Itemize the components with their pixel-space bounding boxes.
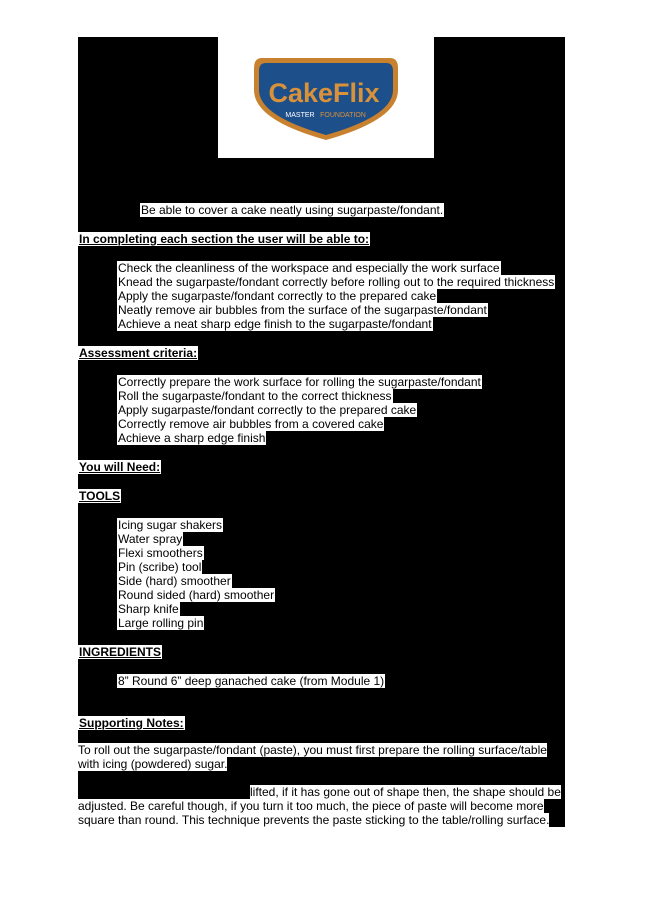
- list-item: [117, 289, 437, 303]
- tool-8: Large rolling pin: [118, 616, 204, 630]
- notes-line-2: [78, 757, 227, 771]
- assessment-heading-line: [78, 346, 198, 360]
- outcome-2: Knead the sugarpaste/fondant correctly before rolling out to the required thickness: [118, 275, 555, 289]
- objective-line: [140, 203, 444, 217]
- list-item: [117, 518, 223, 532]
- list-item: [117, 546, 204, 560]
- notes-line-3: [250, 785, 561, 799]
- cakeflix-logo: [248, 50, 404, 144]
- ingredients-heading: INGREDIENTS: [79, 645, 162, 659]
- outcome-1: Check the cleanliness of the workspace and especially the work surface: [118, 261, 500, 275]
- notes-heading: Supporting Notes:: [79, 716, 184, 730]
- list-item: [117, 317, 433, 331]
- list-item: [117, 375, 482, 389]
- ingredient-1: 8” Round 6” deep ganached cake (from Module 1): [118, 674, 385, 688]
- outcome-3: Apply the sugarpaste/fondant correctly to the prepared cake: [118, 289, 437, 303]
- tool-3: Flexi smoothers: [118, 546, 203, 560]
- tool-5: Side (hard) smoother: [118, 574, 231, 588]
- logo-brand-text: CakeFlix: [268, 78, 380, 108]
- list-item: [117, 261, 501, 275]
- logo-sub-b: FOUNDATION: [320, 112, 366, 119]
- list-item: [117, 588, 275, 602]
- outcome-5: Achieve a neat sharp edge finish to the sugarpaste/fondant: [118, 317, 432, 331]
- notes-line-1: [78, 743, 547, 757]
- logo-sub-a: MASTER: [285, 112, 315, 119]
- list-item: [117, 275, 555, 289]
- assessment-4: Correctly remove air bubbles from a covered cake: [118, 417, 384, 431]
- section-heading: In completing each section the user will be able to:: [79, 232, 370, 246]
- tool-2: Water spray: [118, 532, 183, 546]
- logo-container: [218, 37, 434, 158]
- tools-heading-line: [78, 489, 121, 503]
- assessment-1: Correctly prepare the work surface for rolling the sugarpaste/fondant: [118, 375, 481, 389]
- assessment-5: Achieve a sharp edge finish: [118, 431, 266, 445]
- notes-text-2: with icing (powdered) sugar.: [78, 757, 228, 771]
- notes-text-3: lifted, if it has gone out of shape then, the shape should be: [250, 785, 561, 799]
- assessment-3: Apply sugarpaste/fondant correctly to the prepared cake: [118, 403, 417, 417]
- section-heading-line: [78, 232, 370, 246]
- tool-1: Icing sugar shakers: [118, 518, 223, 532]
- list-item: [117, 389, 393, 403]
- tools-heading: TOOLS: [79, 489, 121, 503]
- list-item: [117, 574, 232, 588]
- outcome-4: Neatly remove air bubbles from the surface of the sugarpaste/fondant: [118, 303, 487, 317]
- assessment-heading: Assessment criteria:: [79, 346, 198, 360]
- list-item: [117, 532, 183, 546]
- notes-text-5: square than round. This technique prevents the paste sticking to the table/rolling surface.: [78, 813, 550, 827]
- list-item: [117, 431, 266, 445]
- tool-6: Round sided (hard) smoother: [118, 588, 275, 602]
- list-item: [117, 303, 488, 317]
- notes-text-4: adjusted. Be careful though, if you turn it too much, the piece of paste will become more: [78, 799, 544, 813]
- list-item: [117, 560, 202, 574]
- notes-heading-line: [78, 716, 185, 730]
- tool-4: Pin (scribe) tool: [118, 560, 202, 574]
- need-heading-line: [78, 460, 161, 474]
- list-item: [117, 616, 204, 630]
- notes-text-1: To roll out the sugarpaste/fondant (paste), you must first prepare the rolling surface/table: [78, 743, 547, 757]
- notes-line-4: [78, 799, 544, 813]
- need-heading: You will Need:: [79, 460, 161, 474]
- notes-line-5: [78, 813, 549, 827]
- objective-text: Be able to cover a cake neatly using sugarpaste/fondant.: [141, 203, 444, 217]
- list-item: [117, 674, 385, 688]
- tool-7: Sharp knife: [118, 602, 179, 616]
- list-item: [117, 403, 417, 417]
- list-item: [117, 602, 180, 616]
- list-item: [117, 417, 384, 431]
- assessment-2: Roll the sugarpaste/fondant to the correct thickness: [118, 389, 392, 403]
- ingredients-heading-line: [78, 645, 162, 659]
